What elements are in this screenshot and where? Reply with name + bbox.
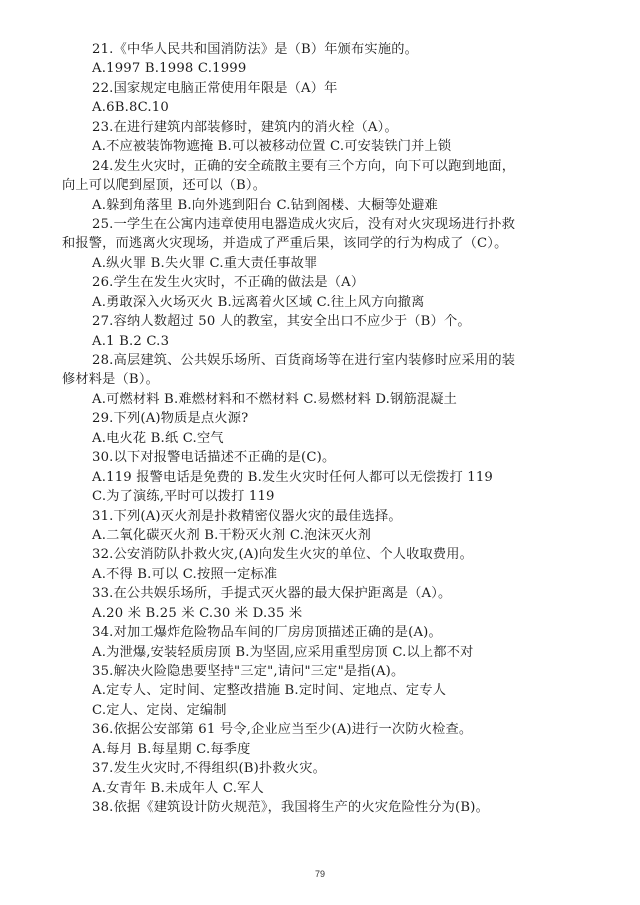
options-35: A.定专人、定时间、定整改措施 B.定时间、定地点、定专人 (92, 683, 447, 699)
options-27: A.1 B.2 C.3 (92, 333, 170, 349)
question-30: 30.以下对报警电话描述不正确的是(C)。 (92, 450, 336, 466)
options-23: A.不应被装饰物遮掩 B.可以被移动位置 C.可安装铁门并上锁 (92, 139, 452, 155)
question-24-continued: 向上可以爬到屋顶，还可以（B）。 (62, 178, 267, 194)
question-25: 25.一学生在公寓内违章使用电器造成火灾后，没有对火灾现场进行扑救 (92, 216, 516, 232)
question-25-continued: 和报警，而逃离火灾现场，并造成了严重后果，该同学的行为构成了（C）。 (62, 236, 508, 252)
options-30-continued: C.为了演练,平时可以拨打 119 (92, 489, 275, 505)
question-28-continued: 修材料是（B）。 (62, 372, 160, 388)
options-26: A.勇敢深入火场灭火 B.远离着火区域 C.往上风方向撤离 (92, 294, 425, 310)
question-34: 34.对加工爆炸危险物品车间的厂房房顶描述正确的是(A)。 (92, 625, 442, 641)
question-26: 26.学生在发生火灾时，不正确的做法是（A） (92, 275, 365, 291)
question-37: 37.发生火灾时,不得组织(B)扑救火灾。 (92, 761, 326, 777)
question-32: 32.公安消防队扑救火灾,(A)向发生火灾的单位、个人收取费用。 (92, 547, 474, 563)
question-21: 21.《中华人民共和国消防法》是（B）年颁布实施的。 (92, 42, 418, 57)
options-22: A.6B.8C.10 (92, 100, 169, 116)
options-25: A.纵火罪 B.失火罪 C.重大责任事故罪 (92, 255, 318, 271)
options-34: A.为泄爆,安装轻质房顶 B.为坚固,应采用重型房顶 C.以上都不对 (92, 644, 474, 660)
options-37: A.女青年 B.未成年人 C.军人 (92, 780, 264, 796)
options-30: A.119 报警电话是免费的 B.发生火灾时任何人都可以无偿拨打 119 (92, 469, 494, 485)
options-36: A.每月 B.每星期 C.每季度 (92, 741, 251, 757)
question-28: 28.高层建筑、公共娱乐场所、百货商场等在进行室内装修时应采用的装 (92, 353, 516, 368)
options-29: A.电火花 B.纸 C.空气 (92, 430, 224, 446)
question-35: 35.解决火险隐患要坚持"三定",请问"三定"是指(A)。 (92, 664, 405, 679)
question-24: 24.发生火灾时，正确的安全疏散主要有三个方向，向下可以跑到地面， (92, 158, 516, 174)
question-36: 36.依据公安部第 61 号令,企业应当至少(A)进行一次防火检查。 (92, 722, 473, 738)
question-23: 23.在进行建筑内部装修时，建筑内的消火栓（A）。 (92, 119, 398, 135)
options-35-continued: C.定人、定岗、定编制 (92, 702, 227, 718)
question-38: 38.依据《建筑设计防火规范》，我国将生产的火灾危险性分为(B)。 (92, 800, 490, 816)
question-22: 22.国家规定电脑正常使用年限是（A）年 (92, 80, 338, 96)
options-21: A.1997 B.1998 C.1999 (92, 61, 247, 77)
page-number: 79 (314, 869, 325, 879)
options-31: A.二氧化碳灭火剂 B.干粉灭火剂 C.泡沫灭火剂 (92, 527, 371, 543)
options-32: A.不得 B.可以 C.按照一定标准 (92, 566, 278, 582)
question-31: 31.下列(A)灭火剂是扑救精密仪器火灾的最佳选择。 (92, 508, 402, 524)
options-24: A.躲到角落里 B.向外逃到阳台 C.钻到阁楼、大橱等处避难 (92, 197, 438, 213)
options-28: A.可燃材料 B.难燃材料和不燃材料 C.易燃材料 D.钢筋混凝土 (92, 391, 458, 407)
question-29: 29.下列(A)物质是点火源? (92, 411, 249, 427)
options-33: A.20 米 B.25 米 C.30 米 D.35 米 (92, 605, 303, 621)
question-33: 33.在公共娱乐场所，手提式灭火器的最大保护距离是（A）。 (92, 586, 452, 602)
question-27: 27.容纳人数超过 50 人的教室，其安全出口不应少于（B）个。 (92, 314, 471, 330)
